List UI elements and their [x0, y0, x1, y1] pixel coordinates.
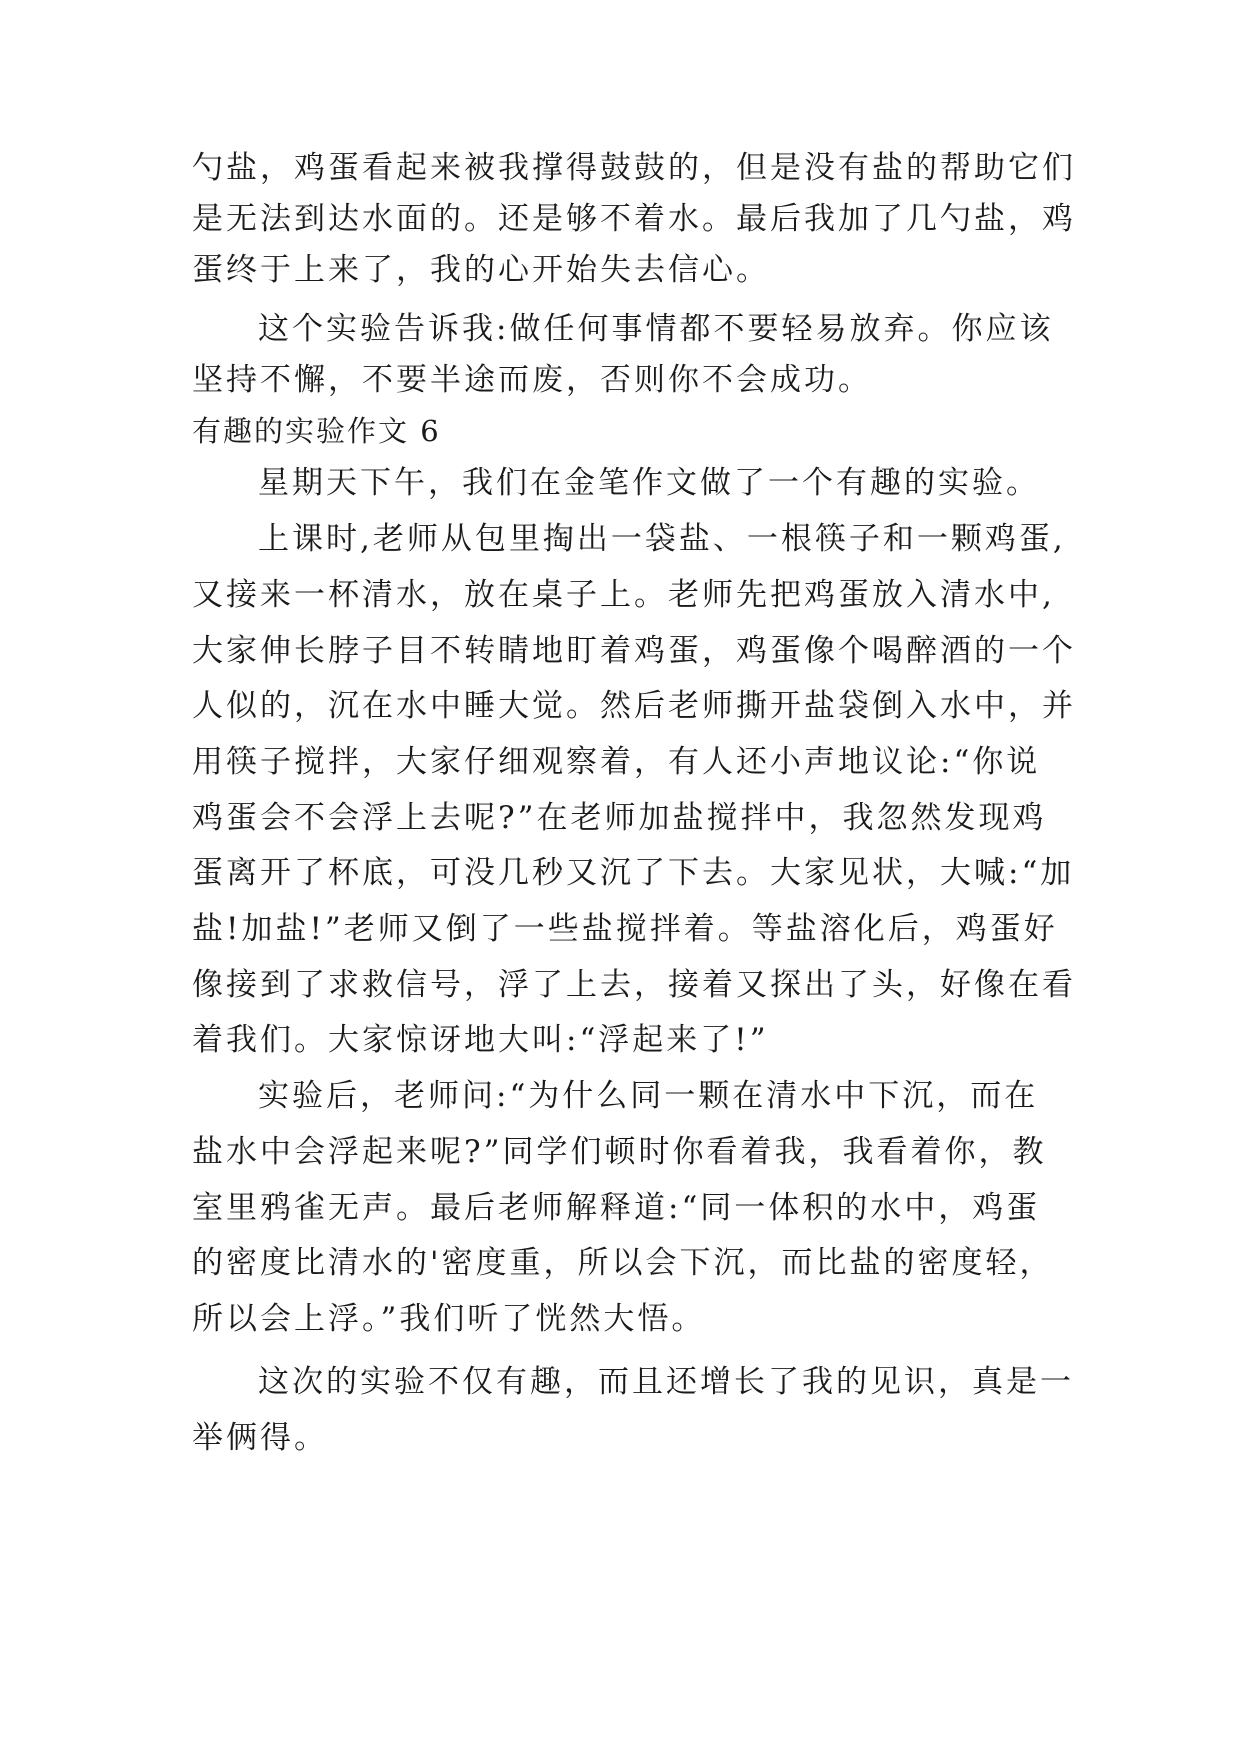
paragraph-4-line-10: 着我们。大家惊讶地大叫:“浮起来了!”: [192, 1022, 769, 1058]
paragraph-2-line-2: 坚持不懈，不要半途而废，否则你不会成功。: [192, 362, 872, 398]
paragraph-4-line-3: 大家伸长脖子目不转睛地盯着鸡蛋，鸡蛋像个喝醉酒的一个: [192, 633, 1076, 669]
section-heading: 有趣的实验作文 6: [192, 414, 441, 448]
paragraph-5-line-1: 实验后，老师问:“为什么同一颗在清水中下沉，而在: [258, 1078, 1039, 1114]
paragraph-4-line-4: 人似的，沉在水中睡大觉。然后老师撕开盐袋倒入水中，并: [192, 688, 1076, 724]
paragraph-5-line-2: 盐水中会浮起来呢?”同学们顿时你看着我，我看着你，教: [192, 1134, 1047, 1170]
paragraph-5-line-5: 所以会上浮。”我们听了恍然大悟。: [192, 1301, 706, 1337]
paragraph-2-line-1: 这个实验告诉我:做任何事情都不要轻易放弃。你应该: [258, 311, 1054, 347]
paragraph-4-line-5: 用筷子搅拌，大家仔细观察着，有人还小声地议论:“你说: [192, 744, 1041, 780]
paragraph-6-line-1: 这次的实验不仅有趣，而且还增长了我的见识，真是一: [258, 1364, 1074, 1400]
paragraph-5-line-3: 室里鸦雀无声。最后老师解释道:“同一体积的水中，鸡蛋: [192, 1190, 1041, 1226]
paragraph-3-line-1: 星期天下午，我们在金笔作文做了一个有趣的实验。: [258, 465, 1040, 501]
paragraph-4-line-6: 鸡蛋会不会浮上去呢?”在老师加盐搅拌中，我忽然发现鸡: [192, 800, 1047, 836]
paragraph-1-line-2: 是无法到达水面的。还是够不着水。最后我加了几勺盐，鸡: [192, 201, 1076, 237]
paragraph-5-line-4: 的密度比清水的'密度重，所以会下沉，而比盐的密度轻，: [192, 1245, 1054, 1281]
paragraph-4-line-7: 蛋离开了杯底，可没几秒又沉了下去。大家见状，大喊:“加: [192, 855, 1075, 891]
paragraph-1-line-3: 蛋终于上来了，我的心开始失去信心。: [192, 252, 770, 288]
paragraph-4-line-8: 盐!加盐!”老师又倒了一些盐搅拌着。等盐溶化后，鸡蛋好: [192, 911, 1058, 947]
paragraph-4-line-1: 上课时,老师从包里掏出一袋盐、一根筷子和一颗鸡蛋,: [258, 521, 1066, 557]
paragraph-1-line-1: 勺盐，鸡蛋看起来被我撑得鼓鼓的，但是没有盐的帮助它们: [192, 150, 1076, 186]
paragraph-4-line-9: 像接到了求救信号，浮了上去，接着又探出了头，好像在看: [192, 967, 1076, 1003]
paragraph-6-line-2: 举俩得。: [192, 1420, 328, 1456]
paragraph-4-line-2: 又接来一杯清水，放在桌子上。老师先把鸡蛋放入清水中,: [192, 577, 1055, 613]
